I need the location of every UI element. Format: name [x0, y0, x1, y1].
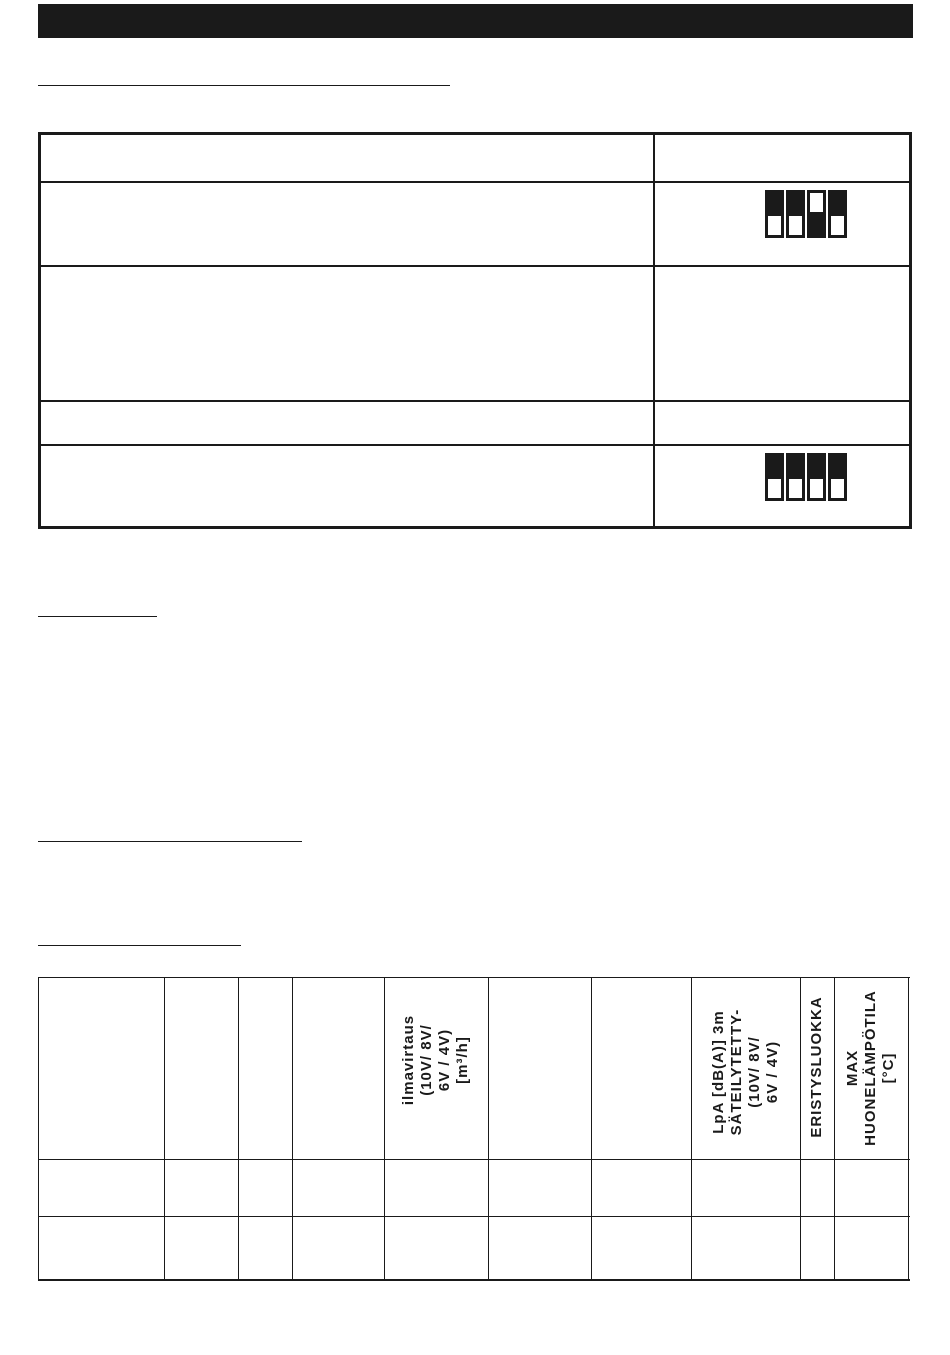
- header-bar: [38, 4, 913, 38]
- dip-switch-a: [765, 190, 847, 238]
- dip-switch-knob: [768, 216, 781, 235]
- header-airflow: ilmavirtaus (10V/ 8V/ 6V / 4V) [m³/h]: [400, 1014, 471, 1106]
- table-row-divider: [41, 444, 909, 446]
- dip-switch-lever-3: [807, 190, 826, 238]
- table-row-divider: [41, 181, 909, 183]
- dip-switch-knob: [789, 479, 802, 498]
- dip-switch-knob: [768, 479, 781, 498]
- section-heading-underline: [38, 841, 302, 842]
- dip-switch-b: [765, 453, 847, 501]
- header-insulation-class: ERISTYSLUOKKA: [808, 996, 825, 1138]
- dip-switch-knob: [810, 193, 823, 212]
- dip-switch-knob: [831, 479, 844, 498]
- dip-switch-lever-1: [765, 453, 784, 501]
- dip-switch-lever-2: [786, 453, 805, 501]
- header-sound-pressure: LpA [dB(A)] 3m SÄTEILYTETTY- (10V/ 8V/ 6V / 4V): [710, 1008, 781, 1136]
- section-heading-underline: [38, 85, 450, 86]
- dip-switch-lever-1: [765, 190, 784, 238]
- dip-switch-knob: [831, 216, 844, 235]
- header-max-room-temperature: MAX HUONELÄMPÖTILA [°C]: [844, 990, 897, 1146]
- dip-switch-lever-4: [828, 190, 847, 238]
- dip-switch-knob: [789, 216, 802, 235]
- section-heading-underline: [38, 616, 157, 617]
- table-row-divider: [41, 400, 909, 402]
- section-heading-underline: [38, 945, 241, 946]
- table-row-divider: [41, 265, 909, 267]
- technical-spec-table: [38, 977, 910, 1281]
- dip-switch-lever-3: [807, 453, 826, 501]
- dip-settings-table: [38, 132, 912, 529]
- table-column-divider: [653, 135, 655, 526]
- dip-switch-lever-4: [828, 453, 847, 501]
- dip-switch-knob: [810, 479, 823, 498]
- dip-switch-lever-2: [786, 190, 805, 238]
